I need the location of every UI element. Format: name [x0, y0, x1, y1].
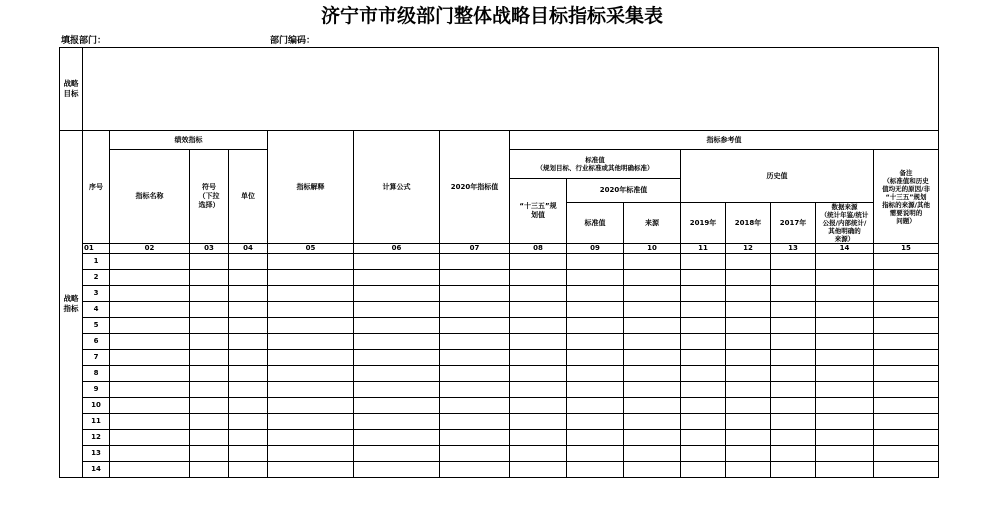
- table-cell[interactable]: [681, 382, 726, 398]
- table-cell[interactable]: [681, 286, 726, 302]
- column-number: 10: [624, 244, 681, 254]
- table-cell[interactable]: [874, 270, 939, 286]
- header-year-2017: 2017年: [771, 203, 816, 244]
- table-cell[interactable]: [681, 462, 726, 478]
- table-cell[interactable]: [440, 302, 510, 318]
- table-cell[interactable]: [510, 350, 567, 366]
- table-cell[interactable]: [268, 286, 354, 302]
- table-cell[interactable]: [771, 382, 816, 398]
- header-std-value: 标准值: [567, 203, 624, 244]
- table-cell[interactable]: [567, 286, 624, 302]
- table-cell[interactable]: [354, 270, 440, 286]
- table-cell[interactable]: [110, 302, 190, 318]
- table-cell[interactable]: [681, 414, 726, 430]
- table-cell[interactable]: [771, 350, 816, 366]
- table-cell[interactable]: [726, 334, 771, 350]
- table-cell[interactable]: [440, 318, 510, 334]
- header-indicator-name: 指标名称: [110, 150, 190, 244]
- column-number: 03: [190, 244, 229, 254]
- table-cell[interactable]: [567, 350, 624, 366]
- table-cell[interactable]: [874, 446, 939, 462]
- table-row: [60, 366, 939, 382]
- table-cell[interactable]: [510, 430, 567, 446]
- table-cell[interactable]: [567, 462, 624, 478]
- table-cell[interactable]: [816, 430, 874, 446]
- table-cell[interactable]: [771, 462, 816, 478]
- header-remark: 备注 （标准值和历史 值均无的原因/非 “十三五”规划 指标的来源/其他 需要说明的 问题）: [874, 150, 939, 244]
- header-plan-135: “十三五”规 划值: [510, 179, 567, 244]
- table-cell[interactable]: [354, 446, 440, 462]
- table-cell[interactable]: [354, 414, 440, 430]
- table-cell[interactable]: [816, 334, 874, 350]
- column-number: 12: [726, 244, 771, 254]
- table-cell[interactable]: [190, 350, 229, 366]
- row-seq-number: 3: [83, 286, 110, 302]
- header-standard-2020: 2020年标准值: [567, 179, 681, 203]
- table-cell[interactable]: [874, 382, 939, 398]
- table-cell[interactable]: [816, 350, 874, 366]
- table-cell[interactable]: [190, 254, 229, 270]
- row-seq-number: 10: [83, 398, 110, 414]
- table-cell[interactable]: [874, 334, 939, 350]
- table-cell[interactable]: [229, 270, 268, 286]
- table-cell[interactable]: [567, 446, 624, 462]
- table-cell[interactable]: [624, 398, 681, 414]
- table-cell[interactable]: [268, 430, 354, 446]
- table-cell[interactable]: [681, 270, 726, 286]
- table-cell[interactable]: [354, 334, 440, 350]
- row-seq-number: 9: [83, 382, 110, 398]
- table-cell[interactable]: [567, 382, 624, 398]
- table-cell[interactable]: [110, 286, 190, 302]
- table-cell[interactable]: [229, 382, 268, 398]
- table-cell[interactable]: [510, 446, 567, 462]
- table-cell[interactable]: [726, 302, 771, 318]
- column-number: 08: [510, 244, 567, 254]
- table-cell[interactable]: [771, 318, 816, 334]
- indicator-collection-table: [59, 47, 939, 478]
- table-cell[interactable]: [624, 350, 681, 366]
- header-formula: 计算公式: [354, 131, 440, 244]
- table-cell[interactable]: [354, 382, 440, 398]
- table-cell[interactable]: [771, 446, 816, 462]
- table-cell[interactable]: [190, 398, 229, 414]
- table-cell[interactable]: [229, 254, 268, 270]
- table-cell[interactable]: [681, 350, 726, 366]
- strategic-goal-label: 战略 目标: [60, 48, 83, 131]
- table-cell[interactable]: [190, 414, 229, 430]
- table-cell[interactable]: [874, 430, 939, 446]
- table-cell[interactable]: [510, 302, 567, 318]
- table-cell[interactable]: [354, 366, 440, 382]
- table-cell[interactable]: [510, 366, 567, 382]
- table-cell[interactable]: [354, 318, 440, 334]
- row-seq-number: 6: [83, 334, 110, 350]
- table-cell[interactable]: [229, 302, 268, 318]
- table-cell[interactable]: [354, 398, 440, 414]
- table-cell[interactable]: [190, 302, 229, 318]
- table-cell[interactable]: [510, 254, 567, 270]
- table-cell[interactable]: [354, 462, 440, 478]
- table-cell[interactable]: [567, 254, 624, 270]
- column-number: 02: [110, 244, 190, 254]
- table-cell[interactable]: [624, 254, 681, 270]
- department-code-label: 部门编码：: [270, 36, 316, 46]
- table-cell[interactable]: [440, 286, 510, 302]
- table-cell[interactable]: [110, 414, 190, 430]
- table-cell[interactable]: [440, 350, 510, 366]
- table-cell[interactable]: [510, 270, 567, 286]
- page-title: 济宁市市级部门整体战略目标指标采集表: [320, 5, 663, 27]
- table-cell[interactable]: [681, 430, 726, 446]
- table-cell[interactable]: [440, 398, 510, 414]
- table-cell[interactable]: [681, 398, 726, 414]
- table-cell[interactable]: [190, 318, 229, 334]
- column-number: 14: [816, 244, 874, 254]
- column-number: 06: [354, 244, 440, 254]
- table-cell[interactable]: [726, 398, 771, 414]
- table-cell[interactable]: [440, 430, 510, 446]
- row-seq-number: 8: [83, 366, 110, 382]
- table-cell[interactable]: [268, 350, 354, 366]
- table-cell[interactable]: [874, 350, 939, 366]
- table-cell[interactable]: [268, 254, 354, 270]
- table-cell[interactable]: [229, 446, 268, 462]
- table-cell[interactable]: [354, 254, 440, 270]
- table-cell[interactable]: [816, 302, 874, 318]
- row-seq-number: 12: [83, 430, 110, 446]
- table-cell[interactable]: [726, 414, 771, 430]
- table-cell[interactable]: [268, 366, 354, 382]
- table-cell[interactable]: [624, 318, 681, 334]
- table-row: [60, 286, 939, 302]
- table-row: [60, 414, 939, 430]
- table-cell[interactable]: [110, 270, 190, 286]
- table-cell[interactable]: [354, 286, 440, 302]
- table-cell[interactable]: [816, 286, 874, 302]
- table-cell[interactable]: [190, 286, 229, 302]
- table-cell[interactable]: [510, 462, 567, 478]
- column-number: 01: [83, 244, 110, 254]
- table-cell[interactable]: [440, 382, 510, 398]
- table-cell[interactable]: [440, 446, 510, 462]
- table-cell[interactable]: [110, 318, 190, 334]
- column-number: 05: [268, 244, 354, 254]
- header-seq: 序号: [83, 131, 110, 244]
- header-data-source: 数据来源 （统计年鉴/统计 公报/内部统计/ 其他明确的 来源）: [816, 203, 874, 244]
- table-cell[interactable]: [229, 414, 268, 430]
- table-cell[interactable]: [567, 334, 624, 350]
- header-source: 来源: [624, 203, 681, 244]
- fill-department-label: 填报部门：: [61, 36, 107, 46]
- table-cell[interactable]: [510, 414, 567, 430]
- row-seq-number: 13: [83, 446, 110, 462]
- table-cell[interactable]: [624, 382, 681, 398]
- table-cell[interactable]: [771, 302, 816, 318]
- table-cell[interactable]: [229, 286, 268, 302]
- strategic-indicator-label: 战略 指标: [60, 131, 83, 478]
- column-number: 15: [874, 244, 939, 254]
- table-cell[interactable]: [874, 302, 939, 318]
- table-cell[interactable]: [510, 382, 567, 398]
- table-cell[interactable]: [771, 334, 816, 350]
- header-performance-indicator: 绩效指标: [110, 131, 268, 150]
- table-cell[interactable]: [110, 462, 190, 478]
- table-cell[interactable]: [510, 398, 567, 414]
- table-cell[interactable]: [567, 366, 624, 382]
- table-cell[interactable]: [771, 366, 816, 382]
- strategic-goal-input-cell[interactable]: [83, 48, 939, 131]
- table-cell[interactable]: [190, 270, 229, 286]
- table-cell[interactable]: [354, 302, 440, 318]
- table-cell[interactable]: [624, 286, 681, 302]
- table-cell[interactable]: [816, 254, 874, 270]
- table-cell[interactable]: [268, 270, 354, 286]
- table-cell[interactable]: [567, 270, 624, 286]
- table-cell[interactable]: [624, 462, 681, 478]
- table-cell[interactable]: [624, 414, 681, 430]
- table-cell[interactable]: [268, 302, 354, 318]
- table-cell[interactable]: [624, 430, 681, 446]
- table-cell[interactable]: [771, 398, 816, 414]
- table-cell[interactable]: [681, 334, 726, 350]
- table-cell[interactable]: [268, 446, 354, 462]
- table-cell[interactable]: [229, 318, 268, 334]
- table-cell[interactable]: [110, 446, 190, 462]
- header-value-2020: 2020年指标值: [440, 131, 510, 244]
- table-cell[interactable]: [771, 414, 816, 430]
- table-cell[interactable]: [268, 462, 354, 478]
- table-cell[interactable]: [440, 254, 510, 270]
- table-cell[interactable]: [229, 398, 268, 414]
- header-standard-value: 标准值 （规划目标、行业标准或其他明确标准）: [510, 150, 681, 179]
- table-cell[interactable]: [110, 350, 190, 366]
- table-cell[interactable]: [190, 446, 229, 462]
- table-cell[interactable]: [771, 270, 816, 286]
- table-row: [60, 334, 939, 350]
- table-cell[interactable]: [874, 366, 939, 382]
- table-cell[interactable]: [268, 334, 354, 350]
- table-cell[interactable]: [771, 286, 816, 302]
- table-cell[interactable]: [510, 286, 567, 302]
- table-cell[interactable]: [440, 462, 510, 478]
- table-cell[interactable]: [726, 254, 771, 270]
- header-year-2018: 2018年: [726, 203, 771, 244]
- column-number: 13: [771, 244, 816, 254]
- column-number: 04: [229, 244, 268, 254]
- table-row: [60, 254, 939, 270]
- table-cell[interactable]: [624, 334, 681, 350]
- table-cell[interactable]: [268, 398, 354, 414]
- column-number: 11: [681, 244, 726, 254]
- table-cell[interactable]: [874, 462, 939, 478]
- table-cell[interactable]: [567, 414, 624, 430]
- table-cell[interactable]: [229, 350, 268, 366]
- table-cell[interactable]: [816, 414, 874, 430]
- column-number-row: [60, 244, 939, 254]
- row-seq-number: 14: [83, 462, 110, 478]
- table-row: [60, 302, 939, 318]
- row-seq-number: 7: [83, 350, 110, 366]
- table-cell[interactable]: [681, 366, 726, 382]
- table-cell[interactable]: [440, 334, 510, 350]
- table-cell[interactable]: [190, 382, 229, 398]
- table-cell[interactable]: [440, 270, 510, 286]
- table-cell[interactable]: [726, 350, 771, 366]
- table-cell[interactable]: [816, 462, 874, 478]
- table-cell[interactable]: [354, 350, 440, 366]
- header-reference-values: 指标参考值: [510, 131, 939, 150]
- table-cell[interactable]: [268, 382, 354, 398]
- table-cell[interactable]: [816, 382, 874, 398]
- table-cell[interactable]: [816, 446, 874, 462]
- table-cell[interactable]: [681, 446, 726, 462]
- table-cell[interactable]: [681, 302, 726, 318]
- table-cell[interactable]: [567, 318, 624, 334]
- table-cell[interactable]: [816, 318, 874, 334]
- header-explanation: 指标解释: [268, 131, 354, 244]
- table-cell[interactable]: [726, 446, 771, 462]
- header-unit: 单位: [229, 150, 268, 244]
- table-cell[interactable]: [726, 430, 771, 446]
- table-cell[interactable]: [771, 254, 816, 270]
- table-cell[interactable]: [110, 254, 190, 270]
- table-cell[interactable]: [567, 430, 624, 446]
- table-cell[interactable]: [110, 398, 190, 414]
- table-cell[interactable]: [440, 414, 510, 430]
- table-cell[interactable]: [874, 414, 939, 430]
- table-cell[interactable]: [229, 462, 268, 478]
- header-year-2019: 2019年: [681, 203, 726, 244]
- table-cell[interactable]: [110, 430, 190, 446]
- table-cell[interactable]: [110, 334, 190, 350]
- table-cell[interactable]: [726, 462, 771, 478]
- table-cell[interactable]: [681, 318, 726, 334]
- table-cell[interactable]: [624, 366, 681, 382]
- table-row: [60, 270, 939, 286]
- table-row: [60, 446, 939, 462]
- table-cell[interactable]: [624, 302, 681, 318]
- table-cell[interactable]: [229, 366, 268, 382]
- row-seq-number: 1: [83, 254, 110, 270]
- table-cell[interactable]: [681, 254, 726, 270]
- row-seq-number: 5: [83, 318, 110, 334]
- table-row: [60, 350, 939, 366]
- table-row: [60, 398, 939, 414]
- table-cell[interactable]: [110, 382, 190, 398]
- row-seq-number: 4: [83, 302, 110, 318]
- table-cell[interactable]: [726, 286, 771, 302]
- table-cell[interactable]: [567, 398, 624, 414]
- table-cell[interactable]: [816, 366, 874, 382]
- table-row: [60, 318, 939, 334]
- column-number: 07: [440, 244, 510, 254]
- header-historical-value: 历史值: [681, 150, 874, 203]
- table-cell[interactable]: [190, 462, 229, 478]
- table-cell[interactable]: [771, 430, 816, 446]
- table-cell[interactable]: [229, 430, 268, 446]
- table-cell[interactable]: [624, 270, 681, 286]
- table-cell[interactable]: [816, 398, 874, 414]
- row-seq-number: 2: [83, 270, 110, 286]
- header-symbol: 符号 （下拉 选择）: [190, 150, 229, 244]
- table-cell[interactable]: [726, 318, 771, 334]
- table-cell[interactable]: [229, 334, 268, 350]
- table-cell[interactable]: [567, 302, 624, 318]
- table-cell[interactable]: [190, 366, 229, 382]
- column-number: 09: [567, 244, 624, 254]
- table-row: [60, 462, 939, 478]
- table-cell[interactable]: [510, 334, 567, 350]
- table-cell[interactable]: [874, 286, 939, 302]
- table-cell[interactable]: [624, 446, 681, 462]
- table-row: [60, 382, 939, 398]
- table-cell[interactable]: [726, 270, 771, 286]
- row-seq-number: 11: [83, 414, 110, 430]
- table-cell[interactable]: [874, 254, 939, 270]
- table-row: [60, 430, 939, 446]
- table-cell[interactable]: [726, 382, 771, 398]
- table-cell[interactable]: [354, 430, 440, 446]
- table-cell[interactable]: [874, 318, 939, 334]
- table-cell[interactable]: [190, 334, 229, 350]
- table-cell[interactable]: [816, 270, 874, 286]
- table-cell[interactable]: [440, 366, 510, 382]
- table-cell[interactable]: [268, 318, 354, 334]
- table-cell[interactable]: [190, 430, 229, 446]
- table-cell[interactable]: [726, 366, 771, 382]
- table-cell[interactable]: [268, 414, 354, 430]
- table-cell[interactable]: [510, 318, 567, 334]
- table-cell[interactable]: [110, 366, 190, 382]
- table-cell[interactable]: [874, 398, 939, 414]
